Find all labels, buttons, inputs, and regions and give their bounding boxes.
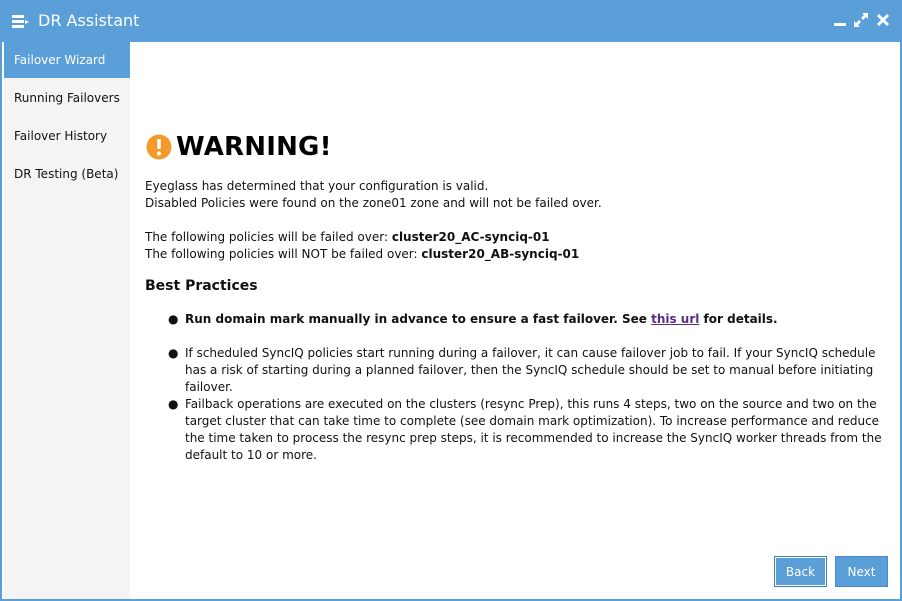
bullet-dot: ●: [168, 312, 179, 326]
warning-title: WARNING!: [176, 132, 332, 162]
minimize-icon[interactable]: [832, 12, 848, 28]
bullet-text: If scheduled SyncIQ policies start running during a failover, it can cause failover job to fail. If your SyncIQ schedule has a risk of starting during a planned failover, then the SyncIQ schedule should be set to manual before initiating failover.: [185, 346, 876, 394]
sidebar-item-running-failovers[interactable]: Running Failovers: [14, 91, 120, 105]
this-url-link[interactable]: this url: [651, 312, 700, 326]
sidebar-item-failover-history[interactable]: Failover History: [14, 129, 108, 143]
policies-failed-over-value: cluster20_AC-synciq-01: [391, 230, 550, 244]
next-button[interactable]: Next: [835, 556, 888, 587]
bullet1-prefix: Run domain mark manually in advance to ensure a fast failover. See: [185, 312, 652, 326]
disabled-policies-text: Disabled Policies were found on the zone01 zone and will not be failed over.: [145, 196, 602, 210]
validation-status-text: Eyeglass has determined that your configuration is valid.: [145, 179, 489, 193]
bullet-text: Failback operations are executed on the clusters (resync Prep), this runs 4 steps, two on the source and two on the target cluster that can take time to complete (see domain mark optimization). To increase performance and reduce the time taken to process the resync prep steps, it is recommended to increase the SyncIQ worker threads from the default to 10 or more.: [185, 397, 882, 462]
policies-failed-over-label: The following policies will be failed over:: [145, 230, 392, 244]
policies-not-failed-over-value: cluster20_AB-synciq-01: [421, 247, 580, 261]
window-title: DR Assistant: [38, 11, 140, 30]
bullet-dot: ●: [168, 346, 179, 360]
policies-not-failed-over-label: The following policies will NOT be failed over:: [145, 247, 422, 261]
back-button[interactable]: Back: [774, 556, 827, 587]
maximize-icon[interactable]: [853, 12, 869, 28]
policies-failed-over-line: [145, 230, 550, 244]
list-item: [168, 345, 891, 394]
bullet1-suffix: for details.: [699, 312, 778, 326]
list-item: [168, 311, 891, 329]
sidebar-item-dr-testing[interactable]: DR Testing (Beta): [14, 167, 119, 181]
sidebar: [4, 42, 130, 599]
close-icon[interactable]: [875, 12, 891, 28]
policies-not-failed-over-line: [145, 247, 579, 261]
bullet-text: [185, 311, 891, 328]
warning-icon: [146, 134, 172, 160]
sidebar-item-failover-wizard[interactable]: Failover Wizard: [4, 42, 130, 78]
title-bar: [2, 0, 902, 42]
bullet-dot: ●: [168, 397, 179, 411]
best-practices-heading: Best Practices: [145, 278, 258, 294]
list-item: [168, 396, 891, 466]
app-icon: [12, 14, 30, 30]
